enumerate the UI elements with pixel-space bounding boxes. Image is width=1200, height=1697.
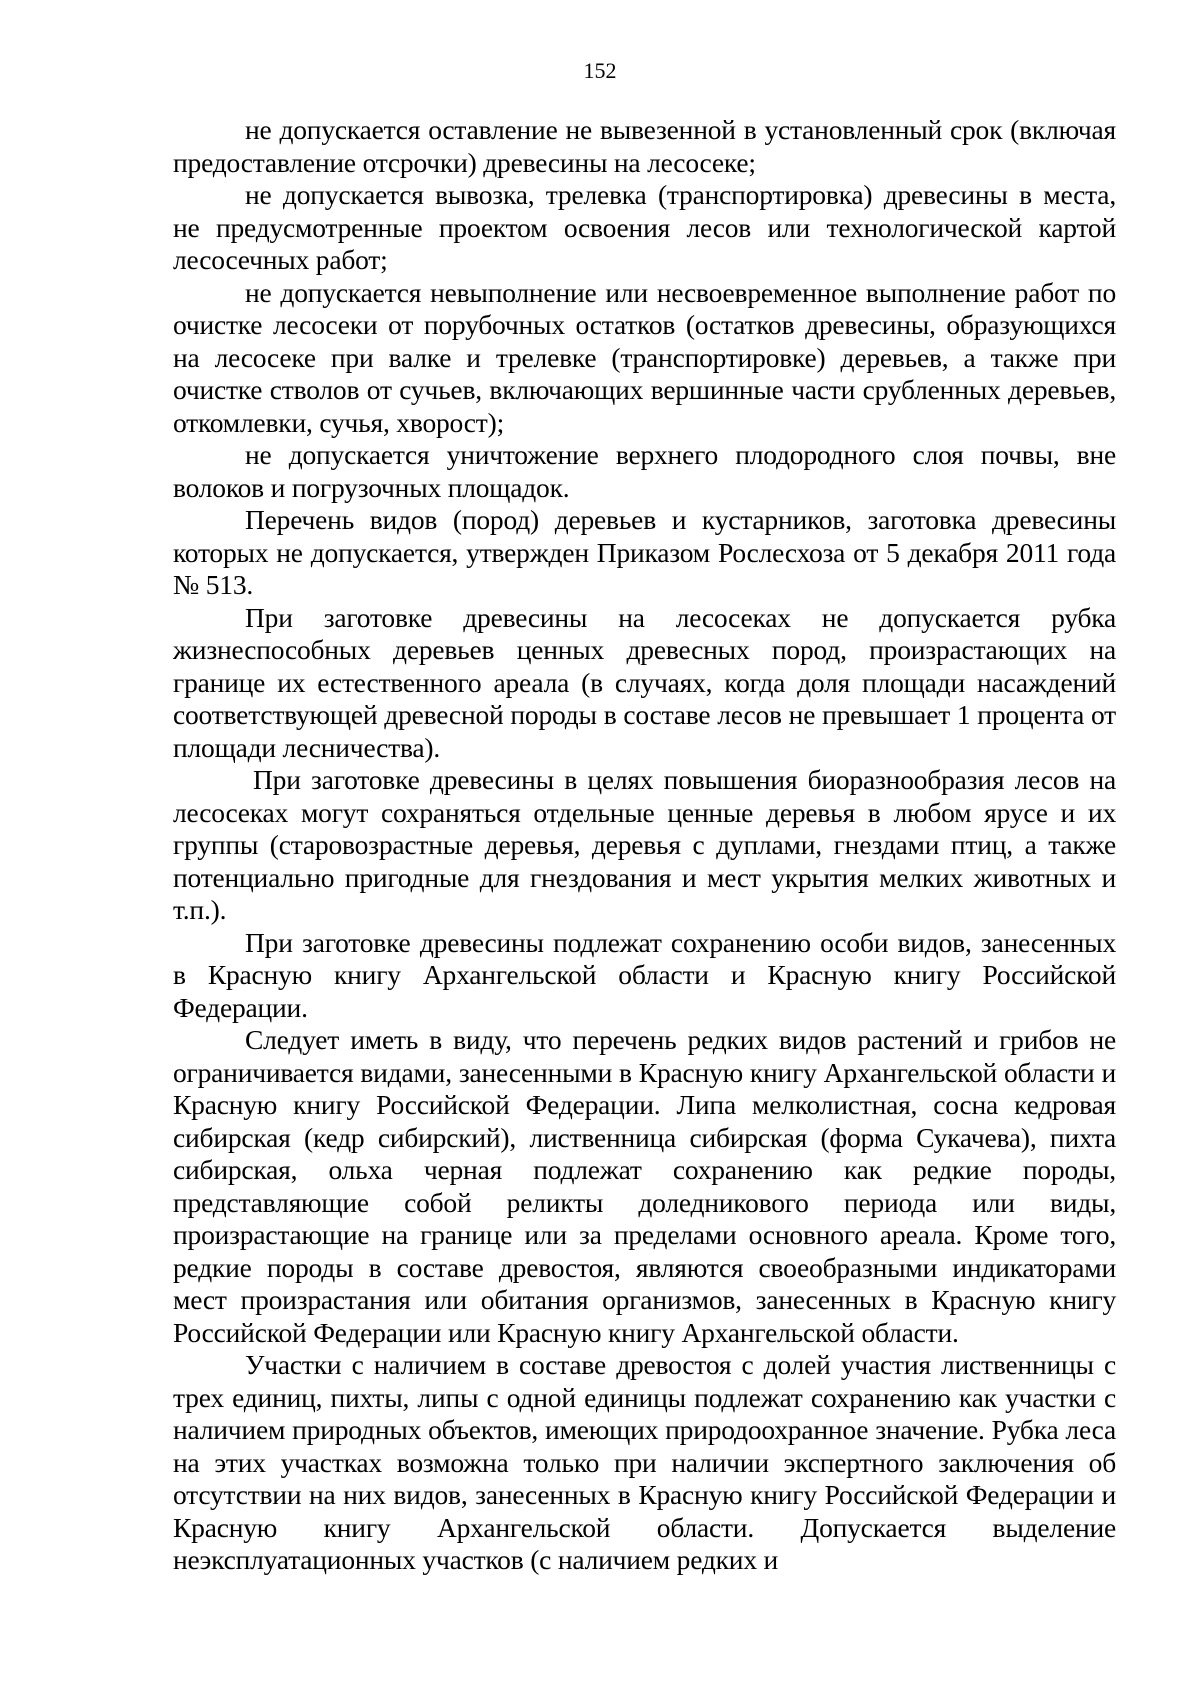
paragraph-8: При заготовке древесины подлежат сохранению особи видов, занесенных в Красную книгу Архангельской области и Красную книгу Российской Федерации. bbox=[173, 926, 1116, 1023]
paragraph-9: Следует иметь в виду, что перечень редких видов растений и грибов не ограничивается видами, занесенными в Красную книгу Архангельской области и Красную книгу Российской Федерации. Липа мелколистная, сосна кедровая сибирская (кедр сибирский), лиственница сибирская (форма Сукачева), пихта сибирская, ольха черная подлежат сохранению как редкие породы, представляющие собой реликты доледникового периода или виды, произрастающие на границе или за пределами основного ареала. Кроме того, редкие породы в составе древостоя, являются своеобразными индикаторами мест произрастания или обитания организмов, занесенных в Красную книгу Российской Федерации или Красную книгу Архангельской области. bbox=[173, 1024, 1116, 1348]
paragraph-5: Перечень видов (пород) деревьев и кустарников, заготовка древесины которых не допускается, утвержден Приказом Рослесхоза от 5 декабря 2011 года № 513. bbox=[173, 504, 1116, 600]
paragraph-1: не допускается оставление не вывезенной в установленный срок (включая предоставление отсрочки) древесины на лесосеке; bbox=[173, 114, 1116, 178]
paragraph-2: не допускается вывозка, трелевка (транспортировка) древесины в места, не предусмотренные проектом освоения лесов или технологической картой лесосечных работ; bbox=[173, 179, 1116, 275]
paragraph-3: не допускается невыполнение или несвоевременное выполнение работ по очистке лесосеки от порубочных остатков (остатков древесины, образующихся на лесосеке при валке и трелевке (транспортировке) деревьев, а также при очистке стволов от сучьев, включающих вершинные части срубленных деревьев, откомлевки, сучья, хворост); bbox=[173, 276, 1116, 438]
paragraph-4: не допускается уничтожение верхнего плодородного слоя почвы, вне волоков и погрузочных площадок. bbox=[173, 439, 1116, 503]
paragraph-7: При заготовке древесины в целях повышения биоразнообразия лесов на лесосеках могут сохраняться отдельные ценные деревья в любом ярусе и их группы (старовозрастные деревья, деревья с дуплами, гнездами птиц, а также потенциально пригодные для гнездования и мест укрытия мелких животных и т.п.). bbox=[173, 764, 1116, 925]
paragraph-10: Участки с наличием в составе древостоя с долей участия лиственницы с трех единиц, пихты, липы с одной единицы подлежат сохранению как участки с наличием природных объектов, имеющих природоохранное значение. Рубка леса на этих участках возможна только при наличии экспертного заключения об отсутствии на них видов, занесенных в Красную книгу Российской Федерации и Красную книгу Архангельской области. Допускается выделение неэксплуатационных участков (с наличием редких и bbox=[173, 1349, 1116, 1575]
document-body bbox=[173, 114, 1116, 1577]
page-number: 152 bbox=[583, 58, 617, 83]
paragraph-6: При заготовке древесины на лесосеках не допускается рубка жизнеспособных деревьев ценных древесных пород, произрастающих на границе их естественного ареала (в случаях, когда доля площади насаждений соответствующей древесной породы в составе лесов не превышает 1 процента от площади лесничества). bbox=[173, 601, 1116, 763]
